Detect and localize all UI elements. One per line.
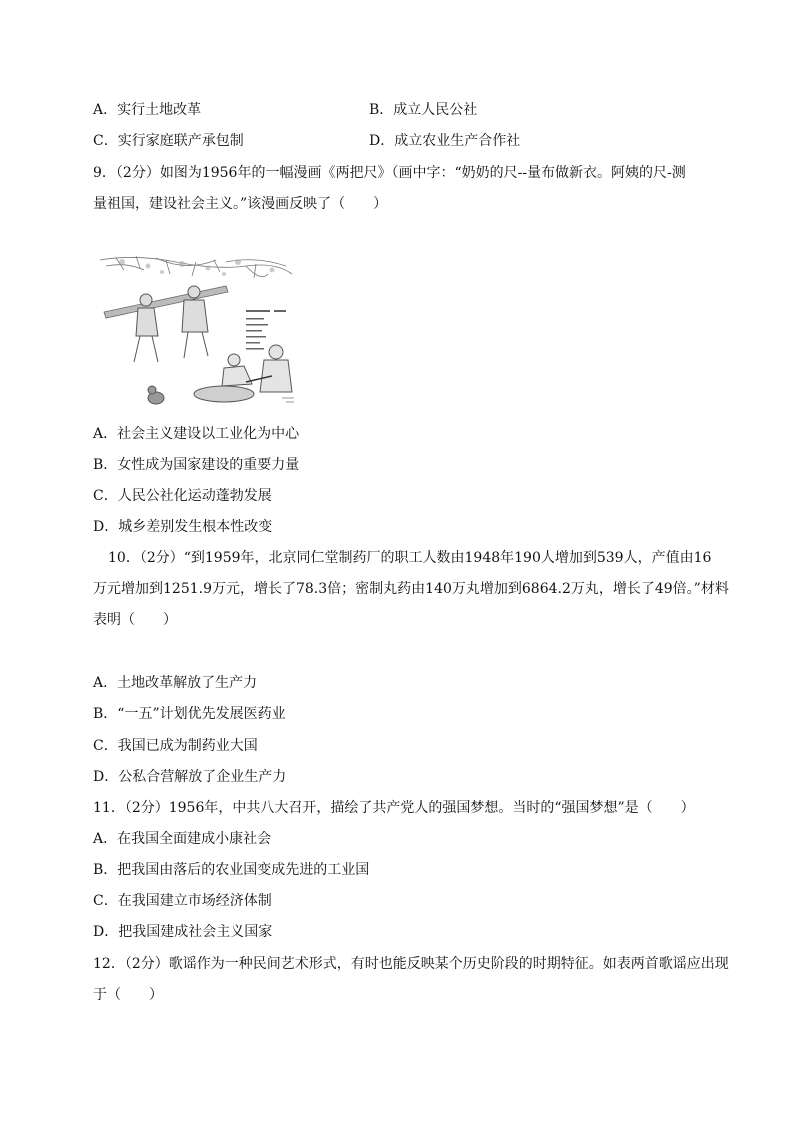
- q10-stem-line2: 万元增加到1251.9万元，增长了78.3倍；密制丸药由140万丸增加到6864.2万丸，增长了49倍。”材料: [93, 581, 729, 597]
- q10-option-b[interactable]: B．“一五”计划优先发展医药业: [93, 706, 286, 722]
- q9-option-d[interactable]: D．城乡差别发生根本性改变: [93, 519, 273, 535]
- q9-option-a[interactable]: A．社会主义建设以工业化为中心: [93, 426, 300, 442]
- q10-stem-line3: 表明（ ）: [93, 612, 177, 628]
- q11-option-c[interactable]: C．在我国建立市场经济体制: [93, 893, 272, 909]
- q9-option-c[interactable]: C．人民公社化运动蓬勃发展: [93, 488, 272, 504]
- q9-option-b[interactable]: B．女性成为国家建设的重要力量: [93, 457, 300, 473]
- q10-stem-line1: 10．（2分）“到1959年，北京同仁堂制药厂的职工人数由1948年190人增加到539人，产值由16: [108, 550, 712, 566]
- q8-option-c[interactable]: C．实行家庭联产承包制: [93, 133, 244, 149]
- q10-option-a[interactable]: A．土地改革解放了生产力: [93, 675, 258, 691]
- q8-option-a[interactable]: A．实行土地改革: [93, 102, 202, 118]
- q12-stem-line1: 12．（2分）歌谣作为一种民间艺术形式，有时也能反映某个历史阶段的时期特征。如表两首歌谣应出现: [93, 956, 729, 972]
- q12-stem-line2: 于（ ）: [93, 987, 163, 1003]
- q10-option-c[interactable]: C．我国已成为制药业大国: [93, 738, 258, 754]
- q11-stem-line1: 11．（2分）1956年，中共八大召开，描绘了共产党人的强国梦想。当时的“强国梦想”是（ ）: [93, 800, 695, 816]
- q10-option-d[interactable]: D．公私合营解放了企业生产力: [93, 769, 287, 785]
- q11-option-a[interactable]: A．在我国全面建成小康社会: [93, 831, 272, 847]
- q9-stem-line1: 9．（2分）如图为1956年的一幅漫画《两把尺》（画中字：“奶奶的尺--量布做新衣。阿姨的尺-测: [93, 165, 686, 181]
- q11-option-b[interactable]: B．把我国由落后的农业国变成先进的工业国: [93, 862, 370, 878]
- q11-option-d[interactable]: D．把我国建成社会主义国家: [93, 924, 273, 940]
- q8-option-b[interactable]: B．成立人民公社: [369, 102, 478, 118]
- q9-stem-line2: 量祖国，建设社会主义。”该漫画反映了（ ）: [93, 196, 388, 212]
- q8-option-d[interactable]: D．成立农业生产合作社: [369, 133, 521, 149]
- cartoon-two-rulers-image: [96, 252, 296, 410]
